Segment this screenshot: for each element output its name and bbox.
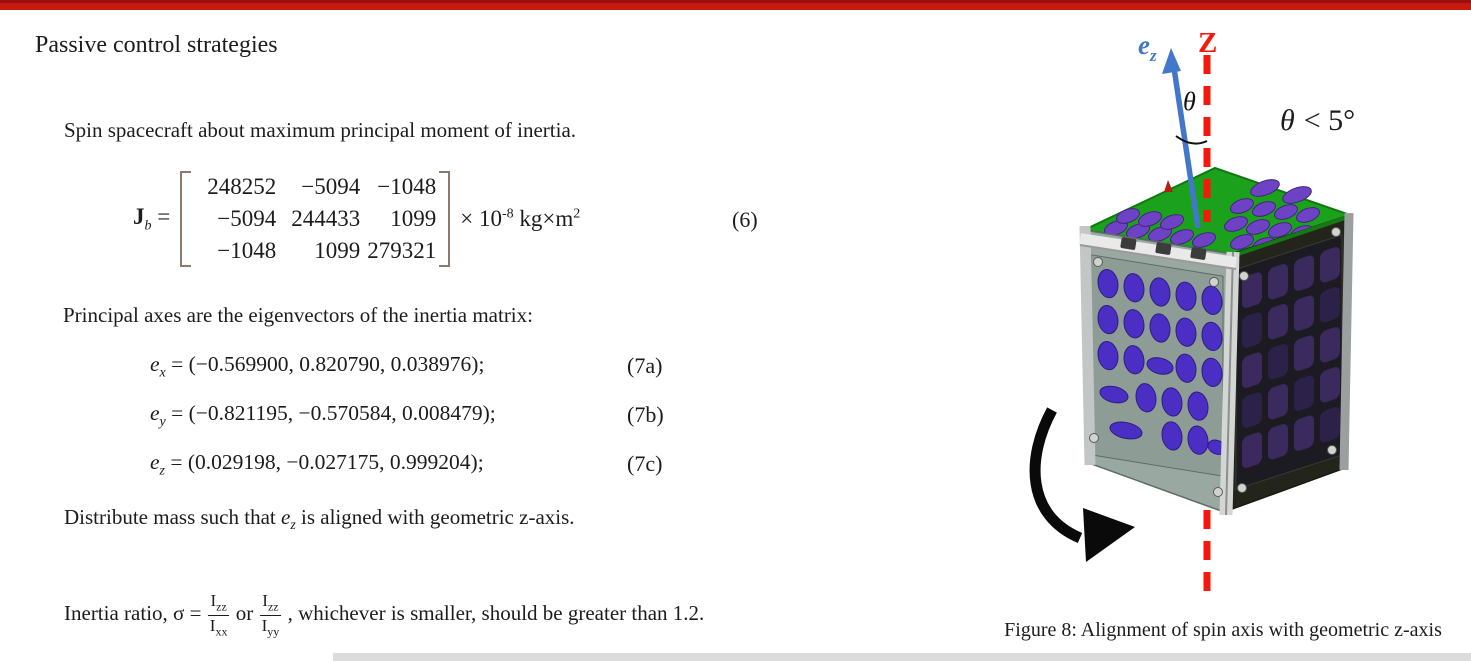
equation7c-number: (7c) bbox=[627, 451, 663, 476]
fraction-izz-ixx bbox=[208, 591, 228, 638]
distribute-var-sub: z bbox=[290, 518, 296, 534]
units-exponent: 2 bbox=[573, 206, 581, 222]
fraction-izz-iyy bbox=[260, 591, 280, 638]
matrix-cell: −5094 bbox=[217, 206, 277, 231]
matrix-cell: 1099 bbox=[390, 206, 437, 231]
matrix-right-bracket bbox=[439, 171, 450, 267]
eigenvector-sub: y bbox=[159, 414, 166, 430]
bottom-strip bbox=[333, 653, 1471, 661]
multiplier-exponent: -8 bbox=[501, 206, 514, 222]
fraction-numerator: $I_{zz}$ bbox=[262, 591, 279, 614]
inertia-post: , whichever is smaller, should be greater than 1.2. bbox=[287, 600, 705, 625]
theta-constraint-label: θ < 5° bbox=[1280, 104, 1356, 137]
eigenvector-symbol: e bbox=[150, 450, 160, 474]
fraction-numerator: $I_{zz}$ bbox=[210, 591, 227, 614]
equation-ex bbox=[150, 352, 484, 381]
fraction-denominator: $I_{yy}$ bbox=[261, 615, 280, 638]
matrix-cell: −1048 bbox=[377, 174, 437, 199]
distribute-var: e bbox=[280, 505, 291, 529]
matrix-cell: 279321 bbox=[367, 238, 437, 263]
eigenvector-symbol: e bbox=[150, 352, 160, 376]
ez-label: $e_z$ bbox=[1138, 30, 1157, 65]
eigenvector-value: = (−0.569900, 0.820790, 0.038976); bbox=[171, 352, 485, 376]
inertia-or: or bbox=[235, 600, 254, 625]
z-axis-label: Z bbox=[1198, 27, 1218, 59]
equation6-symbol-sub: b bbox=[144, 218, 152, 234]
paragraph-principal-axes: Principal axes are the eigenvectors of the inertia matrix: bbox=[63, 303, 533, 327]
eigenvector-sub: z bbox=[159, 463, 165, 479]
equation6-number: (6) bbox=[732, 207, 758, 232]
page-title: Passive control strategies bbox=[35, 32, 278, 58]
matrix-cell: −5094 bbox=[301, 174, 361, 199]
right-rail bbox=[1344, 213, 1349, 470]
cubesat-figure bbox=[980, 10, 1471, 615]
matrix-cell: −1048 bbox=[217, 238, 277, 263]
equation7b-number: (7b) bbox=[627, 402, 664, 427]
eigenvector-symbol: e bbox=[150, 401, 160, 425]
equation7a-number: (7a) bbox=[627, 353, 663, 378]
matrix-left-bracket bbox=[180, 171, 191, 267]
right-solar-panel bbox=[1236, 235, 1342, 489]
fraction-denominator: $I_{xx}$ bbox=[209, 615, 228, 638]
equation6-multiplier bbox=[460, 206, 580, 232]
figure-caption: Figure 8: Alignment of spin axis with geometric z-axis bbox=[1004, 619, 1442, 641]
eigenvector-value: = (0.029198, −0.027175, 0.999204); bbox=[170, 450, 484, 474]
front-solar-panel bbox=[1091, 255, 1226, 477]
matrix-cell: 248252 bbox=[207, 174, 277, 199]
units: kg×m bbox=[519, 206, 574, 231]
theta-angle-arc bbox=[1176, 136, 1207, 144]
distribute-post: is aligned with geometric z-axis. bbox=[301, 505, 575, 529]
equation6-symbol: J bbox=[133, 203, 145, 229]
antenna-tip bbox=[1164, 180, 1173, 192]
inertia-matrix-values bbox=[194, 171, 436, 267]
paragraph-spin: Spin spacecraft about maximum principal moment of inertia. bbox=[64, 118, 577, 142]
matrix-cell: 1099 bbox=[314, 238, 361, 263]
equation-inertia-matrix bbox=[133, 171, 580, 267]
eigenvector-sub: x bbox=[159, 365, 166, 381]
cubesat-illustration bbox=[1080, 168, 1350, 515]
equation6-lhs bbox=[133, 204, 170, 235]
multiplier-base: × 10 bbox=[460, 206, 502, 231]
theta-label: θ bbox=[1183, 87, 1196, 116]
matrix-cell: 244433 bbox=[291, 206, 361, 231]
paragraph-inertia-ratio bbox=[64, 586, 704, 640]
accent-bar bbox=[0, 0, 1471, 10]
equation-ez bbox=[150, 450, 484, 479]
eigenvector-value: = (−0.821195, −0.570584, 0.008479); bbox=[171, 401, 496, 425]
paragraph-distribute bbox=[64, 505, 575, 534]
distribute-pre: Distribute mass such that bbox=[64, 505, 276, 529]
inertia-pre: Inertia ratio, σ = bbox=[64, 600, 202, 625]
equation-ey bbox=[150, 401, 496, 430]
equation6-equals: = bbox=[157, 203, 171, 229]
left-rail bbox=[1085, 226, 1090, 465]
